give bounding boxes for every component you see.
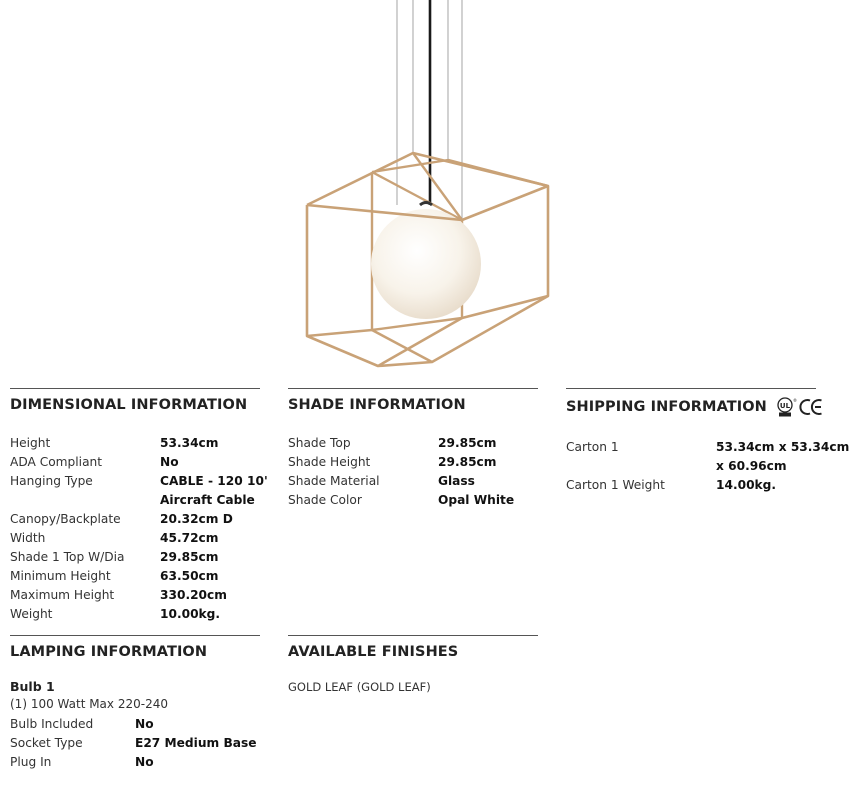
spec-row-shade-color (288, 491, 538, 510)
spec-row-socket-type (10, 734, 260, 753)
finish-item: GOLD LEAF (GOLD LEAF) (288, 680, 431, 694)
spec-value: 29.85cm (438, 455, 497, 469)
spec-row-ada (10, 453, 260, 472)
bulb-title: Bulb 1 (10, 679, 55, 694)
spec-value: 45.72cm (160, 531, 219, 545)
spec-label: Carton 1 (566, 440, 619, 454)
spec-row-shade-material (288, 472, 538, 491)
spec-value: Glass (438, 474, 475, 488)
spec-label: Maximum Height (10, 588, 115, 602)
spec-row-weight (10, 605, 260, 624)
section-divider (288, 388, 538, 389)
spec-value: No (135, 717, 154, 731)
spec-row-carton (566, 438, 849, 476)
spec-label: Minimum Height (10, 569, 111, 583)
spec-row-bulb-included (10, 715, 260, 734)
ce-mark-icon (800, 398, 824, 416)
section-divider (288, 635, 538, 636)
shade-rows (288, 434, 538, 510)
spec-label: Canopy/Backplate (10, 512, 121, 526)
spec-row-shade-top (288, 434, 538, 453)
spec-label: Hanging Type (10, 474, 93, 488)
finishes-section (288, 635, 538, 697)
lamping-section (10, 635, 260, 772)
spec-row-hanging-type (10, 472, 268, 510)
svg-text:UL: UL (779, 402, 790, 410)
spec-label: Plug In (10, 755, 52, 769)
spec-label: Shade Color (288, 493, 362, 507)
section-divider (10, 388, 260, 389)
spec-row-min-height (10, 567, 260, 586)
spec-value: 330.20cm (160, 588, 227, 602)
spec-value: No (135, 755, 154, 769)
ul-listed-icon (775, 397, 797, 417)
spec-value: Opal White (438, 493, 515, 507)
spec-label: Shade Top (288, 436, 351, 450)
spec-label: Bulb Included (10, 717, 94, 731)
spec-value: E27 Medium Base (135, 736, 257, 750)
product-image (290, 0, 565, 372)
spec-label: Width (10, 531, 46, 545)
dimensional-title: DIMENSIONAL INFORMATION (10, 397, 248, 413)
lamping-rows (10, 715, 260, 772)
lamping-title: LAMPING INFORMATION (10, 644, 208, 660)
spec-label: Shade Material (288, 474, 380, 488)
spec-label: Carton 1 Weight (566, 478, 665, 492)
finishes-title: AVAILABLE FINISHES (288, 644, 459, 660)
spec-value: CABLE - 120 10' Aircraft Cable (160, 474, 268, 507)
shipping-rows (566, 438, 849, 495)
spec-row-carton-weight (566, 476, 824, 495)
spec-row-max-height (10, 586, 260, 605)
spec-value: 63.50cm (160, 569, 219, 583)
dimensional-section (10, 388, 268, 624)
shipping-title: SHIPPING INFORMATION (566, 399, 767, 415)
spec-label: Shade Height (288, 455, 371, 469)
svg-text:®: ® (792, 398, 797, 403)
shipping-section (566, 388, 849, 495)
dimensional-rows (10, 434, 268, 624)
spec-row-shade-height (288, 453, 538, 472)
spec-value: No (160, 455, 179, 469)
opal-globe (371, 209, 481, 319)
spec-value: 29.85cm (438, 436, 497, 450)
spec-value: 20.32cm D (160, 512, 233, 526)
spec-label: Height (10, 436, 51, 450)
spec-row-height (10, 434, 260, 453)
section-divider (10, 635, 260, 636)
spec-value: 14.00kg. (716, 478, 777, 492)
spec-value: 53.34cm x 53.34cm x 60.96cm (716, 440, 849, 473)
spec-row-width (10, 529, 260, 548)
spec-value: 29.85cm (160, 550, 219, 564)
spec-label: Socket Type (10, 736, 83, 750)
spec-row-shade-top (10, 548, 260, 567)
spec-value: 10.00kg. (160, 607, 221, 621)
shade-title: SHADE INFORMATION (288, 397, 466, 413)
bulb-description: (1) 100 Watt Max 220-240 (10, 697, 168, 711)
spec-value: 53.34cm (160, 436, 219, 450)
spec-row-canopy (10, 510, 260, 529)
spec-label: ADA Compliant (10, 455, 103, 469)
spec-label: Weight (10, 607, 53, 621)
spec-row-plug-in (10, 753, 260, 772)
shade-section (288, 388, 538, 510)
spec-label: Shade 1 Top W/Dia (10, 550, 125, 564)
